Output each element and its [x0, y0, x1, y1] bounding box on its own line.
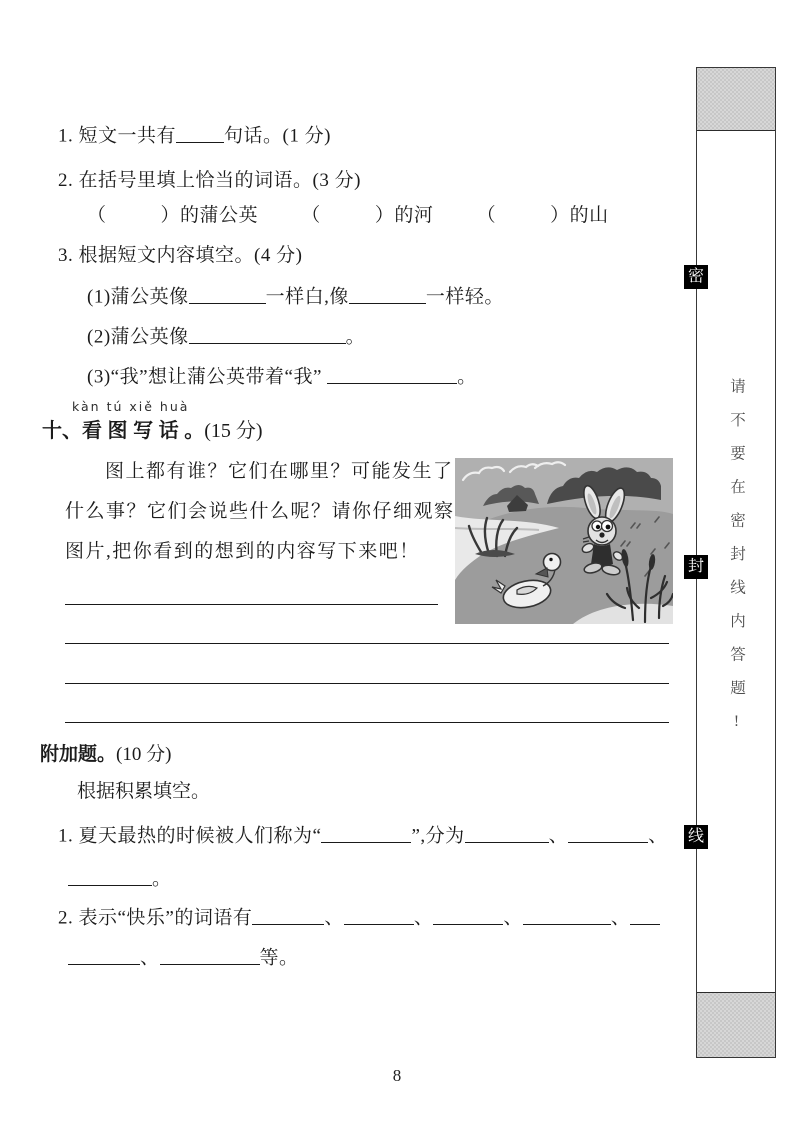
question-3-sub-1 [87, 282, 504, 311]
close-paren: ） [550, 205, 570, 226]
section-ten-score: (15 分) [204, 420, 263, 442]
blank-line [465, 823, 549, 843]
sub-text: (2)蒲公英像 [87, 326, 189, 348]
separator: 、 [140, 947, 160, 969]
extra-q2-text: 2. 表示“快乐”的词语有 [58, 907, 253, 929]
blank-line [523, 905, 611, 925]
extra-question-1-cont [68, 864, 172, 893]
extra-title: 附加题。 [40, 744, 117, 765]
blank-line [630, 905, 660, 925]
question-3-sub-3 [87, 362, 477, 391]
question-1 [58, 121, 331, 150]
extra-q2-text: 等。 [259, 947, 299, 969]
prompt-line: 图片,把你看到的想到的内容写下来吧！ [65, 541, 420, 562]
seal-label-feng: 封 [684, 555, 708, 579]
sub-text: 。 [345, 326, 366, 348]
scene-illustration [455, 458, 673, 624]
writing-prompt [65, 452, 466, 572]
separator: 、 [610, 907, 631, 929]
question-3 [58, 242, 302, 270]
separator: 、 [648, 825, 668, 847]
answer-line [65, 604, 438, 605]
open-paren: （ [476, 205, 497, 226]
answer-line [65, 722, 669, 723]
sub-text: (1)蒲公英像 [87, 286, 189, 308]
extra-question-2-cont [68, 943, 299, 972]
bracket-label: 的蒲公英 [180, 205, 259, 226]
prompt-line: 图上都有谁？它们在哪里？可能发生了 [105, 461, 454, 482]
seal-warning-text: 请不要在密封线内答题! [728, 378, 745, 748]
bracket-fill-row [87, 202, 609, 230]
answer-line [65, 683, 669, 684]
blank-line [349, 284, 426, 304]
seal-line-column [687, 67, 776, 1058]
close-paren: ） [160, 205, 181, 226]
blank-line [189, 324, 346, 344]
question-3-text: 3. 根据短文内容填空。(4 分) [58, 245, 303, 266]
blank-line [321, 823, 411, 843]
sub-text: 一样轻。 [425, 286, 504, 308]
open-paren: （ [301, 205, 321, 226]
bracket-label: 的河 [394, 205, 434, 226]
question-1-text: 1. 短文一共有 [58, 125, 177, 147]
extra-q1-text: 1. 夏天最热的时候被人们称为“ [58, 825, 322, 847]
prompt-line: 什么事？它们会说些什么呢？请你仔细观察 [65, 501, 455, 522]
open-paren: （ [87, 205, 107, 226]
answer-line [65, 643, 669, 644]
question-3-sub-2 [87, 322, 365, 351]
page-number: 8 [392, 1066, 402, 1085]
extra-q1-text: ”,分为 [411, 825, 465, 847]
blank-line [68, 945, 140, 965]
blank-line [568, 823, 648, 843]
extra-question-2 [58, 903, 660, 932]
question-2 [58, 167, 361, 195]
bracket-item [301, 205, 433, 226]
seal-label-xian: 线 [684, 825, 708, 849]
seal-bottom-block [697, 992, 775, 1057]
section-ten-heading [42, 417, 263, 445]
blank-line [189, 284, 266, 304]
blank-line [252, 905, 324, 925]
extra-question-1 [58, 821, 668, 850]
blank-line [176, 123, 224, 143]
blank-line [68, 866, 152, 886]
bracket-label: 的山 [569, 205, 609, 226]
sub-text: (3)“我”想让蒲公英带着“我” [87, 366, 328, 388]
question-1-suffix: 句话。(1 分) [224, 125, 331, 147]
extra-section-heading [40, 741, 171, 769]
separator: 、 [324, 907, 344, 929]
pinyin-annotation: kàn tú xiě huà [72, 399, 190, 414]
extra-subtitle: 根据积累填空。 [77, 781, 211, 802]
bracket-item [477, 205, 609, 226]
seal-top-block [697, 68, 775, 131]
bracket-item [87, 205, 258, 226]
sub-text: 一样白,像 [265, 286, 349, 308]
blank-line [160, 945, 260, 965]
sub-text: 。 [457, 366, 477, 388]
extra-q1-text: 。 [152, 868, 172, 890]
separator: 、 [413, 907, 434, 929]
close-paren: ） [374, 205, 395, 226]
separator: 、 [503, 907, 523, 929]
blank-line [344, 905, 414, 925]
blank-line [327, 364, 457, 384]
blank-line [433, 905, 503, 925]
question-2-text: 2. 在括号里填上恰当的词语。(3 分) [58, 170, 361, 191]
seal-label-mi: 密 [684, 265, 708, 289]
section-ten-title: 十、看 图 写 话 。 [42, 420, 205, 442]
separator: 、 [548, 825, 569, 847]
extra-score: (10 分) [116, 744, 172, 765]
